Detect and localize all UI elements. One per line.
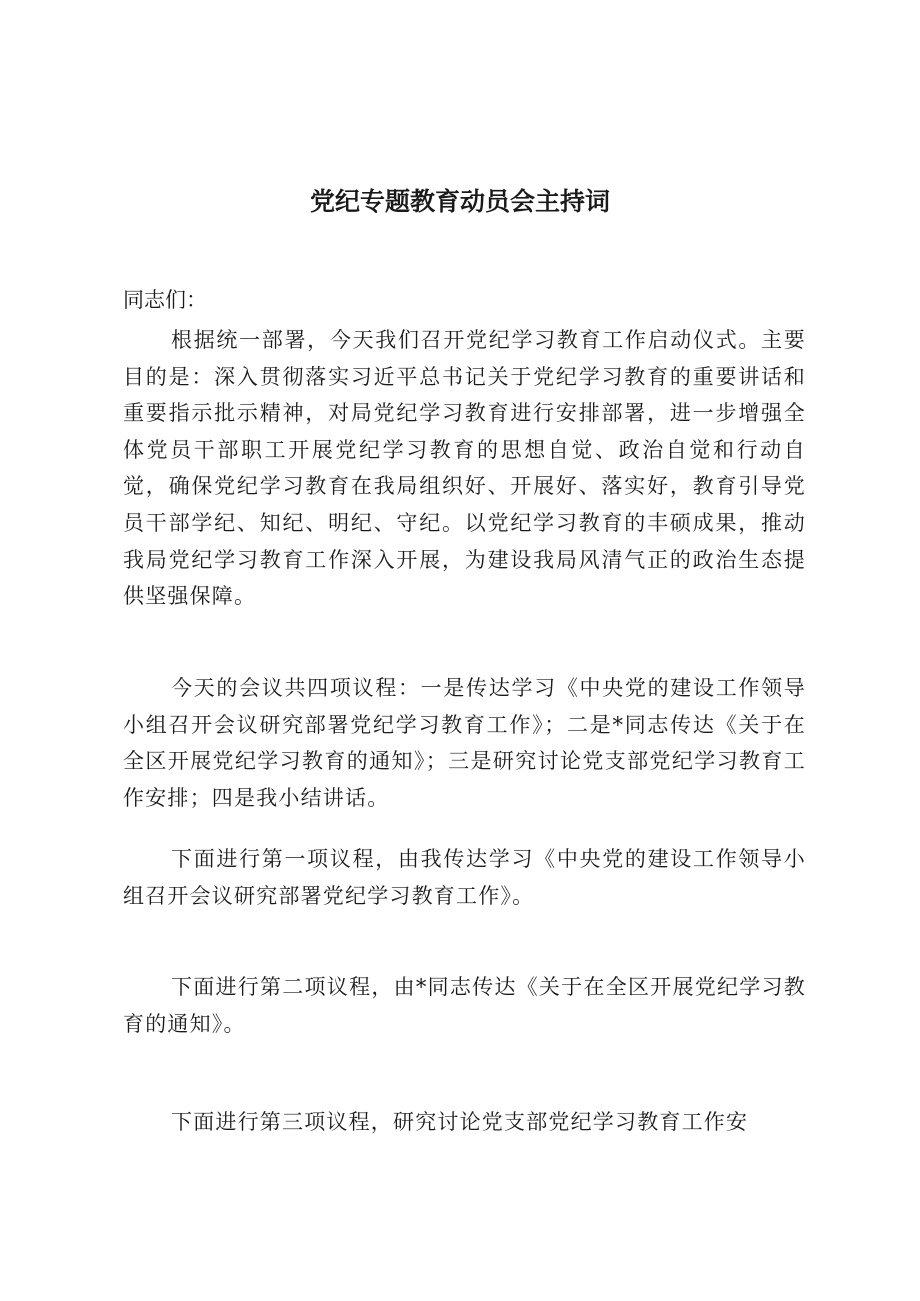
paragraph-item-three: 下面进行第三项议程，研究讨论党支部党纪学习教育工作安 [171, 1110, 749, 1134]
document-title: 党纪专题教育动员会主持词 [309, 187, 610, 216]
paragraph-item-one: 下面进行第一项议程，由我传达学习《中央党的建设工作领导小组召开会议研究部署党纪学习教育工作》。 [123, 847, 806, 908]
paragraph-agenda: 今天的会议共四项议程：一是传达学习《中央党的建设工作领导小组召开会议研究部署党纪学习教育工作》；二是*同志传达《关于在全区开展党纪学习教育的通知》；三是研究讨论党支部党纪学习教育工作安排；四是我小结讲话。 [123, 676, 806, 810]
paragraph-purpose: 根据统一部署，今天我们召开党纪学习教育工作启动仪式。主要目的是：深入贯彻落实习近平总书记关于党纪学习教育的重要讲话和重要指示批示精神，对局党纪学习教育进行安排部署，进一步增强全体党员干部职工开展党纪学习教育的思想自觉、政治自觉和行动自觉，确保党纪学习教育在我局组织好、开展好、落实好，教育引导党员干部学纪、知纪、明纪、守纪。以党纪学习教育的丰硕成果，推动我局党纪学习教育工作深入开展，为建设我局风清气正的政治生态提供坚强保障。 [123, 328, 806, 609]
salutation: 同志们： [123, 288, 207, 312]
paragraph-item-two: 下面进行第二项议程，由*同志传达《关于在全区开展党纪学习教育的通知》。 [123, 975, 806, 1036]
